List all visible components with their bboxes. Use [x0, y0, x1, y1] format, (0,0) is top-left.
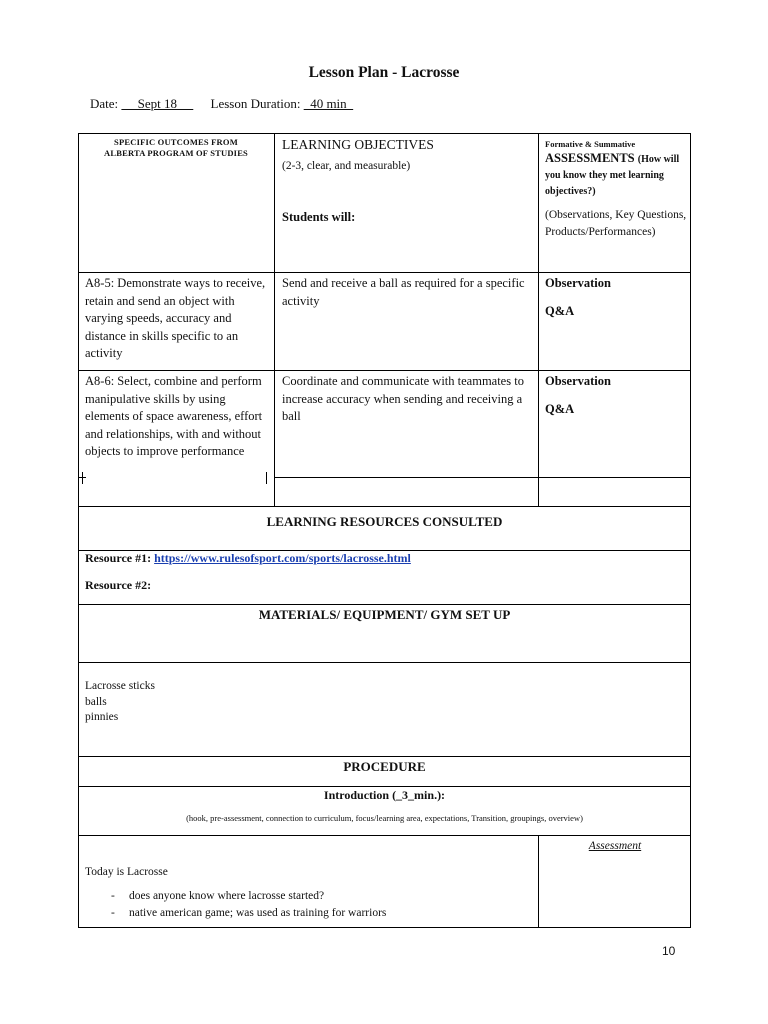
page-title: Lesson Plan - Lacrosse [308, 64, 460, 81]
page-number: 10 [662, 944, 676, 958]
outcomes-header-line2: ALBERTA PROGRAM OF STUDIES [104, 148, 248, 158]
material-item: Lacrosse sticks [85, 680, 155, 692]
introduction-note: (hook, pre-assessment, connection to curriculum, focus/learning area, expectations, Transition, groupings, overview) [186, 813, 583, 823]
resource-1 [85, 550, 685, 568]
outcomes-header [82, 137, 270, 159]
assessment-1-qa: Q&A [545, 304, 575, 318]
introduction-label: Introduction [323, 788, 390, 802]
list-item: - native american game; was used as training for warriors [85, 905, 535, 922]
materials-heading: MATERIALS/ EQUIPMENT/ GYM SET UP [258, 607, 511, 622]
objectives-subtitle: (2-3, clear, and measurable) [282, 159, 411, 172]
objective-1: Send and receive a ball as required for a specific activity [282, 276, 525, 308]
material-item: balls [85, 695, 107, 708]
date-duration-line [90, 96, 353, 112]
list-item: - does anyone know where lacrosse started? [85, 888, 535, 905]
date-label: Date: [90, 96, 119, 111]
objectives-title: LEARNING OBJECTIVES [282, 137, 434, 152]
outcomes-header-line1: SPECIFIC OUTCOMES FROM [114, 137, 238, 147]
introduction-line [78, 787, 691, 805]
assessment-2-qa: Q&A [545, 402, 575, 416]
assessments-header [545, 137, 687, 240]
duration-label: Lesson Duration: [210, 96, 301, 111]
objective-2: Coordinate and communicate with teammates to increase accuracy when sending and receiving a ball [282, 374, 524, 423]
materials-list [85, 679, 155, 726]
date-value: Sept 18 [121, 96, 194, 111]
outcome-a8-5: A8-5: Demonstrate ways to receive, retain and send an object with varying speeds, accuracy and distance in skills specific to an activity [85, 276, 266, 360]
assessment-2-observation: Observation [545, 374, 611, 388]
procedure-content [85, 864, 535, 922]
duration-value: 40 min [303, 96, 354, 111]
assessments-title: ASSESSMENTS [545, 151, 635, 165]
outcome-a8-6: A8-6: Select, combine and perform manipulative skills by using elements of space awareness, effort and relationships, with and without objects to improve performance [85, 374, 263, 458]
assessments-small-label: Formative & Summative [545, 139, 636, 149]
resource-1-label: Resource #1: [85, 551, 152, 565]
material-item: pinnies [85, 711, 119, 723]
assessment-column-header: Assessment [588, 840, 642, 852]
introduction-time: (_3_min.): [389, 788, 446, 802]
resource-1-link[interactable]: https://www.rulesofsport.com/sports/lacrosse.html [154, 551, 411, 565]
resources-heading: LEARNING RESOURCES CONSULTED [266, 514, 503, 529]
assessments-question: (How will you know they met learning objectives?) [545, 154, 680, 197]
assessments-examples: (Observations, Key Questions, Products/Performances) [545, 209, 687, 238]
objectives-header [282, 136, 532, 227]
procedure-heading: PROCEDURE [343, 759, 426, 774]
resource-2-label: Resource #2: [85, 578, 152, 592]
assessment-1-observation: Observation [545, 276, 611, 290]
procedure-intro-text: Today is Lacrosse [85, 866, 168, 878]
students-will-label: Students will: [282, 210, 356, 224]
procedure-bullets [85, 888, 535, 922]
